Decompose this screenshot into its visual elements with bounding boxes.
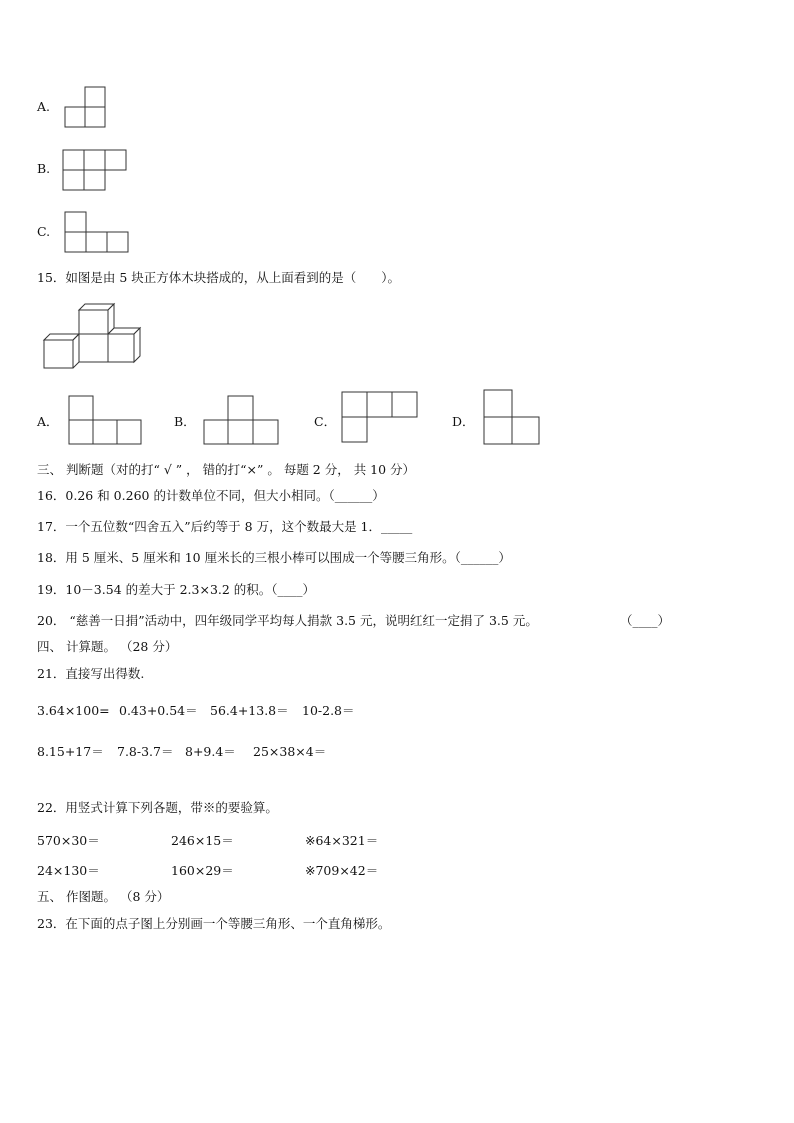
q21-expression: 8.15+17＝ [37,744,104,759]
q21-expression: 7.8-3.7＝ [117,744,174,759]
q15-option-d-figure [483,389,543,447]
q21-expression: 3.64×100= [37,703,110,718]
q20-answer-blank: （____） [620,613,671,628]
q22-expression: 570×30＝ [37,833,100,848]
q14-option-b-figure [62,149,128,193]
q21-text: 21．直接写出得数. [37,666,145,681]
q21-expression: 25×38×4＝ [253,744,327,759]
q14-option-a-figure [64,86,108,130]
q14-option-a-label: A. [37,99,51,114]
q15-option-b-figure [203,395,281,447]
q15-option-c-label: C． [314,414,337,429]
q17-text: 17．一个五位数“四舍五入”后约等于 8 万，这个数最大是 1．_____ [37,519,413,534]
q14-option-c-figure [64,211,130,255]
q22-expression: 160×29＝ [171,863,234,878]
q21-expression: 10-2.8＝ [302,703,355,718]
q15-option-d-label: D． [452,414,475,429]
q15-option-b-label: B． [174,414,196,429]
q18-text: 18．用 5 厘米、5 厘米和 10 厘米长的三根小棒可以围成一个等腰三角形。（______） [37,550,511,565]
q22-text: 22．用竖式计算下列各题，带※的要验算。 [37,800,278,815]
q22-expression: 246×15＝ [171,833,234,848]
section5-heading: 五、 作图题。 （8 分） [37,889,170,904]
q15-cube-figure [44,304,139,370]
q22-expression: ※709×42＝ [305,863,379,878]
q15-text: 15．如图是由 5 块正方体木块搭成的，从上面看到的是（ ）。 [37,270,401,285]
q21-expression: 8+9.4＝ [185,744,236,759]
q15-option-a-figure [68,395,144,447]
q14-option-c-label: C. [37,224,51,239]
q21-expression: 0.43+0.54＝ [119,703,198,718]
q20-text: 20． “慈善一日捐”活动中，四年级同学平均每人捐款 3.5 元，说明红红一定捐了 3.5 元。 [37,613,538,628]
q22-expression: ※64×321＝ [305,833,379,848]
q15-option-a-label: A． [37,414,59,429]
section3-heading: 三、 判断题（对的打“ √ ” ， 错的打“×” 。 每题 2 分， 共 10 分） [37,462,416,477]
q16-text: 16．0.26 和 0.260 的计数单位不同，但大小相同。（______） [37,488,385,503]
q21-expression: 56.4+13.8＝ [210,703,289,718]
q22-expression: 24×130＝ [37,863,100,878]
q23-text: 23．在下面的点子图上分别画一个等腰三角形、一个直角梯形。 [37,916,391,931]
q15-option-c-figure [341,391,421,445]
section4-heading: 四、 计算题。 （28 分） [37,639,178,654]
q14-option-b-label: B. [37,161,51,176]
q19-text: 19．10－3.54 的差大于 2.3×3.2 的积。（____） [37,582,316,597]
